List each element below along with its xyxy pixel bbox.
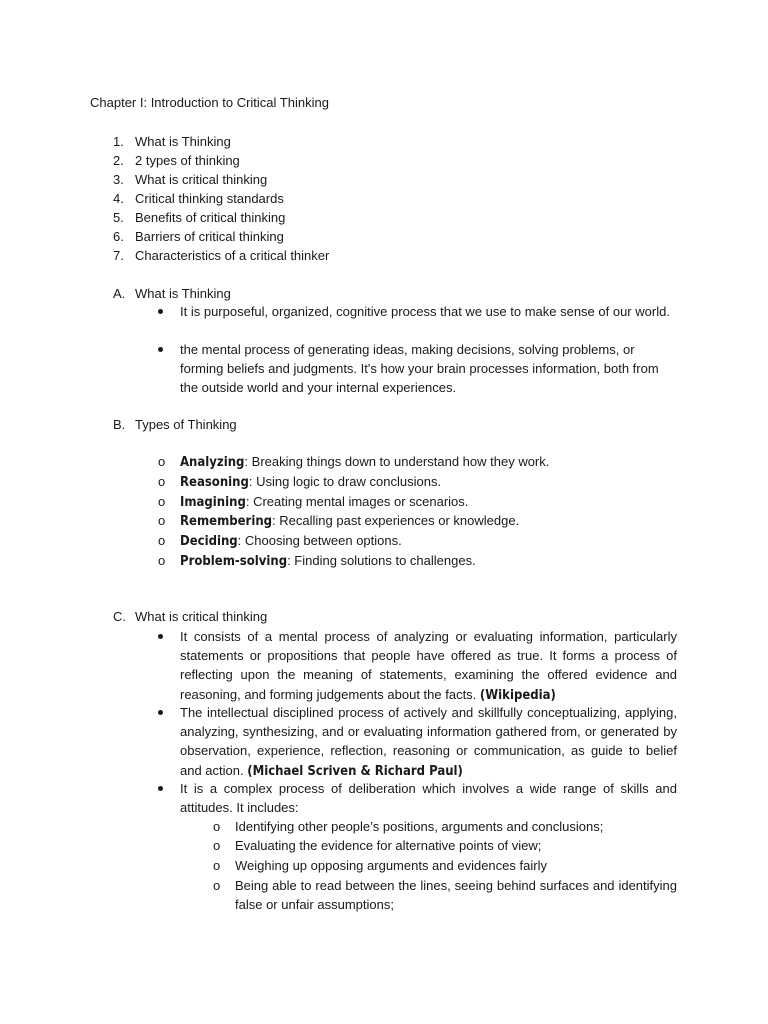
list-item: Weighing up opposing arguments and evidences fairly — [235, 858, 547, 873]
type-description: : Using logic to draw conclusions. — [248, 474, 442, 489]
citation: (Michael Scriven & Richard Paul) — [247, 763, 463, 779]
list-item — [180, 452, 549, 472]
type-term: Problem-solving — [180, 554, 288, 569]
sub-bullet-icon: o — [158, 494, 166, 509]
sub-bullet-icon: o — [213, 878, 221, 893]
type-description: : Breaking things down to understand how they work. — [244, 454, 550, 469]
section-a-letter: A. — [113, 286, 126, 301]
type-term: Deciding — [180, 534, 238, 549]
section-b-heading: Types of Thinking — [135, 417, 237, 432]
bullet-icon — [158, 347, 163, 352]
toc-number: 2. — [113, 153, 124, 168]
list-item: Identifying other people’s positions, arguments and conclusions; — [235, 819, 604, 834]
bullet-icon — [158, 634, 163, 639]
bullet-text: It consists of a mental process of analyzing or evaluating information, particularly statements or propositions that people have offered as true. It forms a process of reflecting upon the meaning of statements, examining the offered evidence and reasoning, and forming judgements about the facts. — [180, 629, 677, 702]
type-description: : Creating mental images or scenarios. — [245, 494, 469, 509]
type-description: : Choosing between options. — [237, 533, 402, 548]
toc-item: What is critical thinking — [135, 172, 268, 187]
toc-item: Benefits of critical thinking — [135, 210, 286, 225]
sub-bullet-icon: o — [213, 838, 221, 853]
section-a-bullet: It is purposeful, organized, cognitive process that we use to make sense of our world. — [180, 304, 670, 319]
toc-item: 2 types of thinking — [135, 153, 240, 168]
section-a-heading: What is Thinking — [135, 286, 231, 301]
toc-item: Characteristics of a critical thinker — [135, 248, 330, 263]
section-c-bullet — [180, 627, 677, 705]
list-item — [180, 511, 519, 531]
toc-item: Critical thinking standards — [135, 191, 284, 206]
sub-bullet-icon: o — [158, 513, 166, 528]
toc-number: 3. — [113, 172, 124, 187]
chapter-title: Chapter I: Introduction to Critical Thinking — [90, 95, 329, 110]
sub-bullet-icon: o — [158, 454, 166, 469]
section-c-bullet — [180, 703, 677, 781]
list-item — [180, 531, 402, 551]
toc-number: 5. — [113, 210, 124, 225]
toc-item: Barriers of critical thinking — [135, 229, 284, 244]
type-term: Analyzing — [180, 455, 245, 470]
sub-bullet-icon: o — [158, 474, 166, 489]
bullet-icon — [158, 786, 163, 791]
type-description: : Finding solutions to challenges. — [287, 553, 476, 568]
toc-number: 6. — [113, 229, 124, 244]
citation: (Wikipedia) — [479, 687, 556, 703]
type-term: Imagining — [180, 495, 246, 510]
bullet-icon — [158, 309, 163, 314]
sub-bullet-icon: o — [213, 858, 221, 873]
section-c-bullet: It is a complex process of deliberation which involves a wide range of skills and attitudes. It includes: — [180, 781, 677, 816]
list-item — [180, 472, 441, 492]
bullet-icon — [158, 710, 163, 715]
section-b-letter: B. — [113, 417, 126, 432]
bullet-text: The intellectual disciplined process of actively and skillfully conceptualizing, applying, analyzing, synthesizing, and or evaluating information gathered from, or generated by observation, experience, reflection, reasoning or communication, as guide to belief and action. — [180, 705, 677, 778]
toc-number: 7. — [113, 248, 124, 263]
sub-bullet-icon: o — [158, 553, 166, 568]
toc-item: What is Thinking — [135, 134, 231, 149]
type-term: Reasoning — [180, 475, 249, 490]
list-item: Being able to read between the lines, seeing behind surfaces and identifying false or unfair assumptions; — [235, 878, 677, 913]
sub-bullet-icon: o — [213, 819, 221, 834]
list-item — [180, 551, 476, 571]
sub-bullet-icon: o — [158, 533, 166, 548]
toc-number: 1. — [113, 134, 124, 149]
toc-number: 4. — [113, 191, 124, 206]
type-term: Remembering — [180, 514, 273, 529]
section-c-letter: C. — [113, 609, 126, 624]
section-a-bullet: the mental process of generating ideas, making decisions, solving problems, or forming beliefs and judgments. It's how your brain processes information, both from the outside world and your internal experiences. — [180, 342, 659, 396]
section-c-heading: What is critical thinking — [135, 609, 268, 624]
list-item: Evaluating the evidence for alternative points of view; — [235, 838, 542, 853]
type-description: : Recalling past experiences or knowledge. — [272, 513, 520, 528]
list-item — [180, 492, 468, 512]
